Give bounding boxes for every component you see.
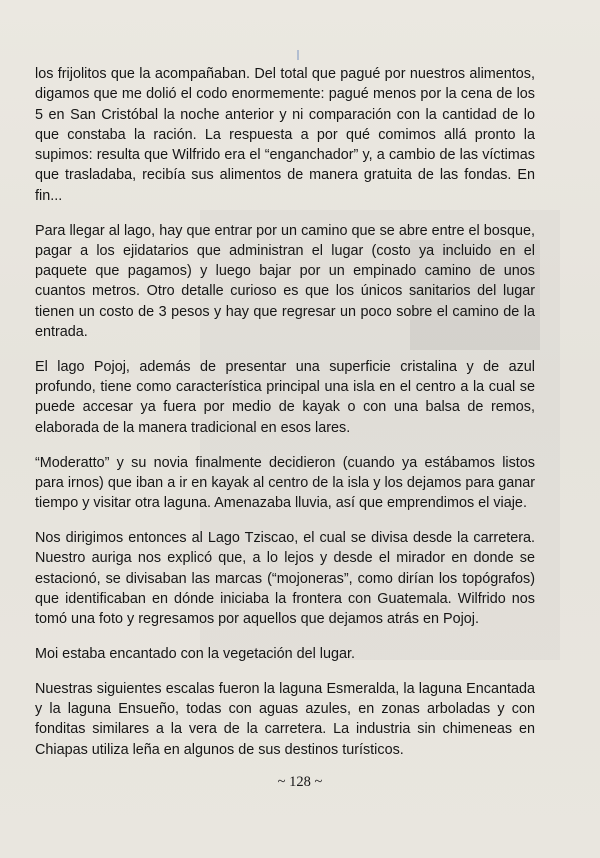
paragraph-5: Nos dirigimos entonces al Lago Tziscao, el cual se divisa desde la carretera. Nuestro auriga nos explicó que, a lo lejos y desde el mirador en donde se estacionó, se divisaban las marcas (“mojoneras”, como dirían los topógrafos) que identificaban en dónde iniciaba la frontera con Guatemala. Wilfrido nos tomó una foto y regresamos por aquellos que dejamos atrás en Pojoj. (35, 529, 535, 628)
page-number: ~ 128 ~ (277, 774, 323, 790)
paragraph-3: El lago Pojoj, además de presentar una superficie cristalina y de azul profundo, tiene como característica principal una isla en el centro a la cual se puede accesar ya fuera por medio de kayak o con una balsa de remos, elaborada de la manera tradicional en esos lares. (35, 358, 535, 436)
body-text (35, 64, 535, 760)
paragraph-4: “Moderatto” y su novia finalmente decidieron (cuando ya estábamos listos para irnos) que iban a ir en kayak al centro de la isla y los dejamos para ganar tiempo y visitar otra laguna. Amenazaba lluvia, así que emprendimos el viaje. (35, 454, 535, 512)
paragraph-7: Nuestras siguientes escalas fueron la laguna Esmeralda, la laguna Encantada y la laguna Ensueño, todas con aguas azules, en zonas arboladas y con fonditas similares a la vera de la carretera. La industria sin chimeneas en Chiapas utiliza leña en algunos de sus destinos turísticos. (35, 680, 535, 758)
paragraph-2: Para llegar al lago, hay que entrar por un camino que se abre entre el bosque, pagar a los ejidatarios que administran el lugar (costo ya incluido en el paquete que pagamos) y luego bajar por un empinado camino de unos cuantos metros. Otro detalle curioso es que los únicos sanitarios del lugar tienen un costo de 3 pesos y hay que regresar un poco sobre el camino de la entrada. (35, 222, 535, 341)
paragraph-1: los frijolitos que la acompañaban. Del total que pagué por nuestros alimentos, digamos que me dolió el codo enormemente: pagué menos por la cena de los 5 en San Cristóbal la noche anterior y ni comparación con la cantidad de lo que constaba la ración. La respuesta a por qué comimos allá pronto la supimos: resulta que Wilfrido era el “enganchador” y, a cambio de las víctimas que trasladaba, recibía sus alimentos de manera gratuita de las fondas. En fin... (35, 66, 535, 204)
paragraph-6: Moi estaba encantado con la vegetación del lugar. (35, 645, 356, 662)
ink-mark (297, 50, 299, 60)
